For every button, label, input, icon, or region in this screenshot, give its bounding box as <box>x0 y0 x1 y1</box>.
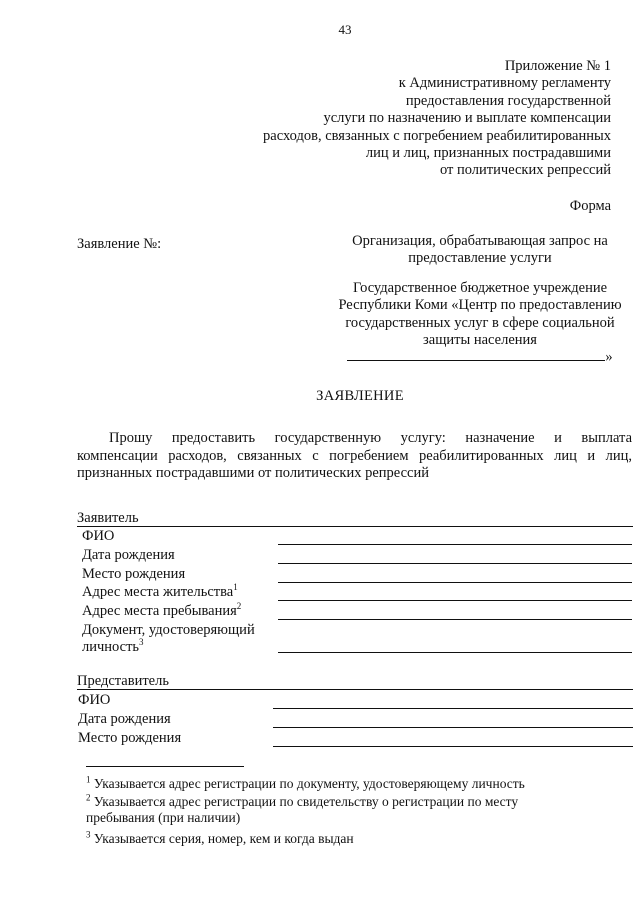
applicant-id-document-line[interactable] <box>278 652 632 653</box>
org-name-line: защиты населения <box>423 331 537 348</box>
applicant-residence-line[interactable] <box>278 600 632 601</box>
applicant-id-document-label: Документ, удостоверяющий личность$^3$ <box>82 622 255 655</box>
org-name-line: государственных услуг в сфере социальной <box>345 314 615 331</box>
request-line-2: компенсации расходов, связанных с погребением реабилитированных лиц и лиц, <box>77 447 632 464</box>
applicant-birth-date-label: Дата рождения <box>82 547 175 563</box>
applicant-section-title: Заявитель <box>77 510 139 526</box>
representative-section-title: Представитель <box>77 673 169 689</box>
document-title: ЗАЯВЛЕНИЕ <box>316 388 404 404</box>
request-line-3: признанных пострадавшими от политических репрессий <box>77 465 430 482</box>
appendix-line: к Административному регламенту <box>398 75 611 92</box>
request-line-1: Прошу предоставить государственную услугу: назначение и выплата <box>109 430 633 446</box>
representative-birth-date-label: Дата рождения <box>78 711 171 727</box>
footnote-3: $^3$ Указывается серия, номер, кем и когда выдан <box>86 829 354 846</box>
applicant-birth-date-line[interactable] <box>278 563 632 564</box>
page-number: 43 <box>338 22 352 37</box>
org-name-fill-line <box>300 349 640 366</box>
representative-birth-place-line[interactable] <box>273 746 633 747</box>
representative-fio-line[interactable] <box>273 708 633 709</box>
appendix-line: Приложение № 1 <box>504 58 611 74</box>
representative-birth-place-label: Место рождения <box>78 730 182 746</box>
form-label: Форма <box>569 198 611 214</box>
applicant-birth-place-label: Место рождения <box>82 566 186 582</box>
representative-section-rule <box>77 689 633 690</box>
footnote-2: $^2$ Указывается адрес регистрации по свидетельству о регистрации по месту пребывания (при наличии) <box>86 792 519 826</box>
organization-block <box>300 233 640 367</box>
applicant-stay-line[interactable] <box>278 619 632 620</box>
appendix-line: от политических репрессий <box>439 162 611 179</box>
appendix-line: предоставления государственной <box>405 92 611 109</box>
applicant-fio-line[interactable] <box>278 544 632 545</box>
applicant-section-rule <box>77 526 633 527</box>
closing-quote: » <box>605 349 613 366</box>
representative-fio-label: ФИО <box>78 692 111 708</box>
org-name-line: Республики Коми «Центр по предоставлению <box>338 297 622 314</box>
applicant-fio-label: ФИО <box>82 528 115 544</box>
appendix-line: лиц и лиц, признанных пострадавшими <box>365 144 611 161</box>
org-name-blank[interactable] <box>347 360 605 361</box>
appendix-line: расходов, связанных с погребением реабилитированных <box>263 127 611 144</box>
org-heading-line: предоставление услуги <box>408 250 552 267</box>
org-heading-line: Организация, обрабатывающая запрос на <box>352 233 608 249</box>
footnote-1: $^1$ Указывается адрес регистрации по документу, удостоверяющему личность <box>86 774 525 791</box>
appendix-line: услуги по назначению и выплате компенсации <box>323 110 611 127</box>
appendix-header <box>191 58 611 180</box>
applicant-birth-place-line[interactable] <box>278 582 632 583</box>
application-number-label: Заявление №: <box>77 236 162 252</box>
footnote-separator <box>86 766 244 767</box>
org-name-line: Государственное бюджетное учреждение <box>352 279 608 296</box>
applicant-residence-label: Адрес места жительства$^1$ <box>82 582 238 600</box>
applicant-stay-label: Адрес места пребывания$^2$ <box>82 601 242 619</box>
request-text <box>77 430 632 483</box>
representative-birth-date-line[interactable] <box>273 727 633 728</box>
